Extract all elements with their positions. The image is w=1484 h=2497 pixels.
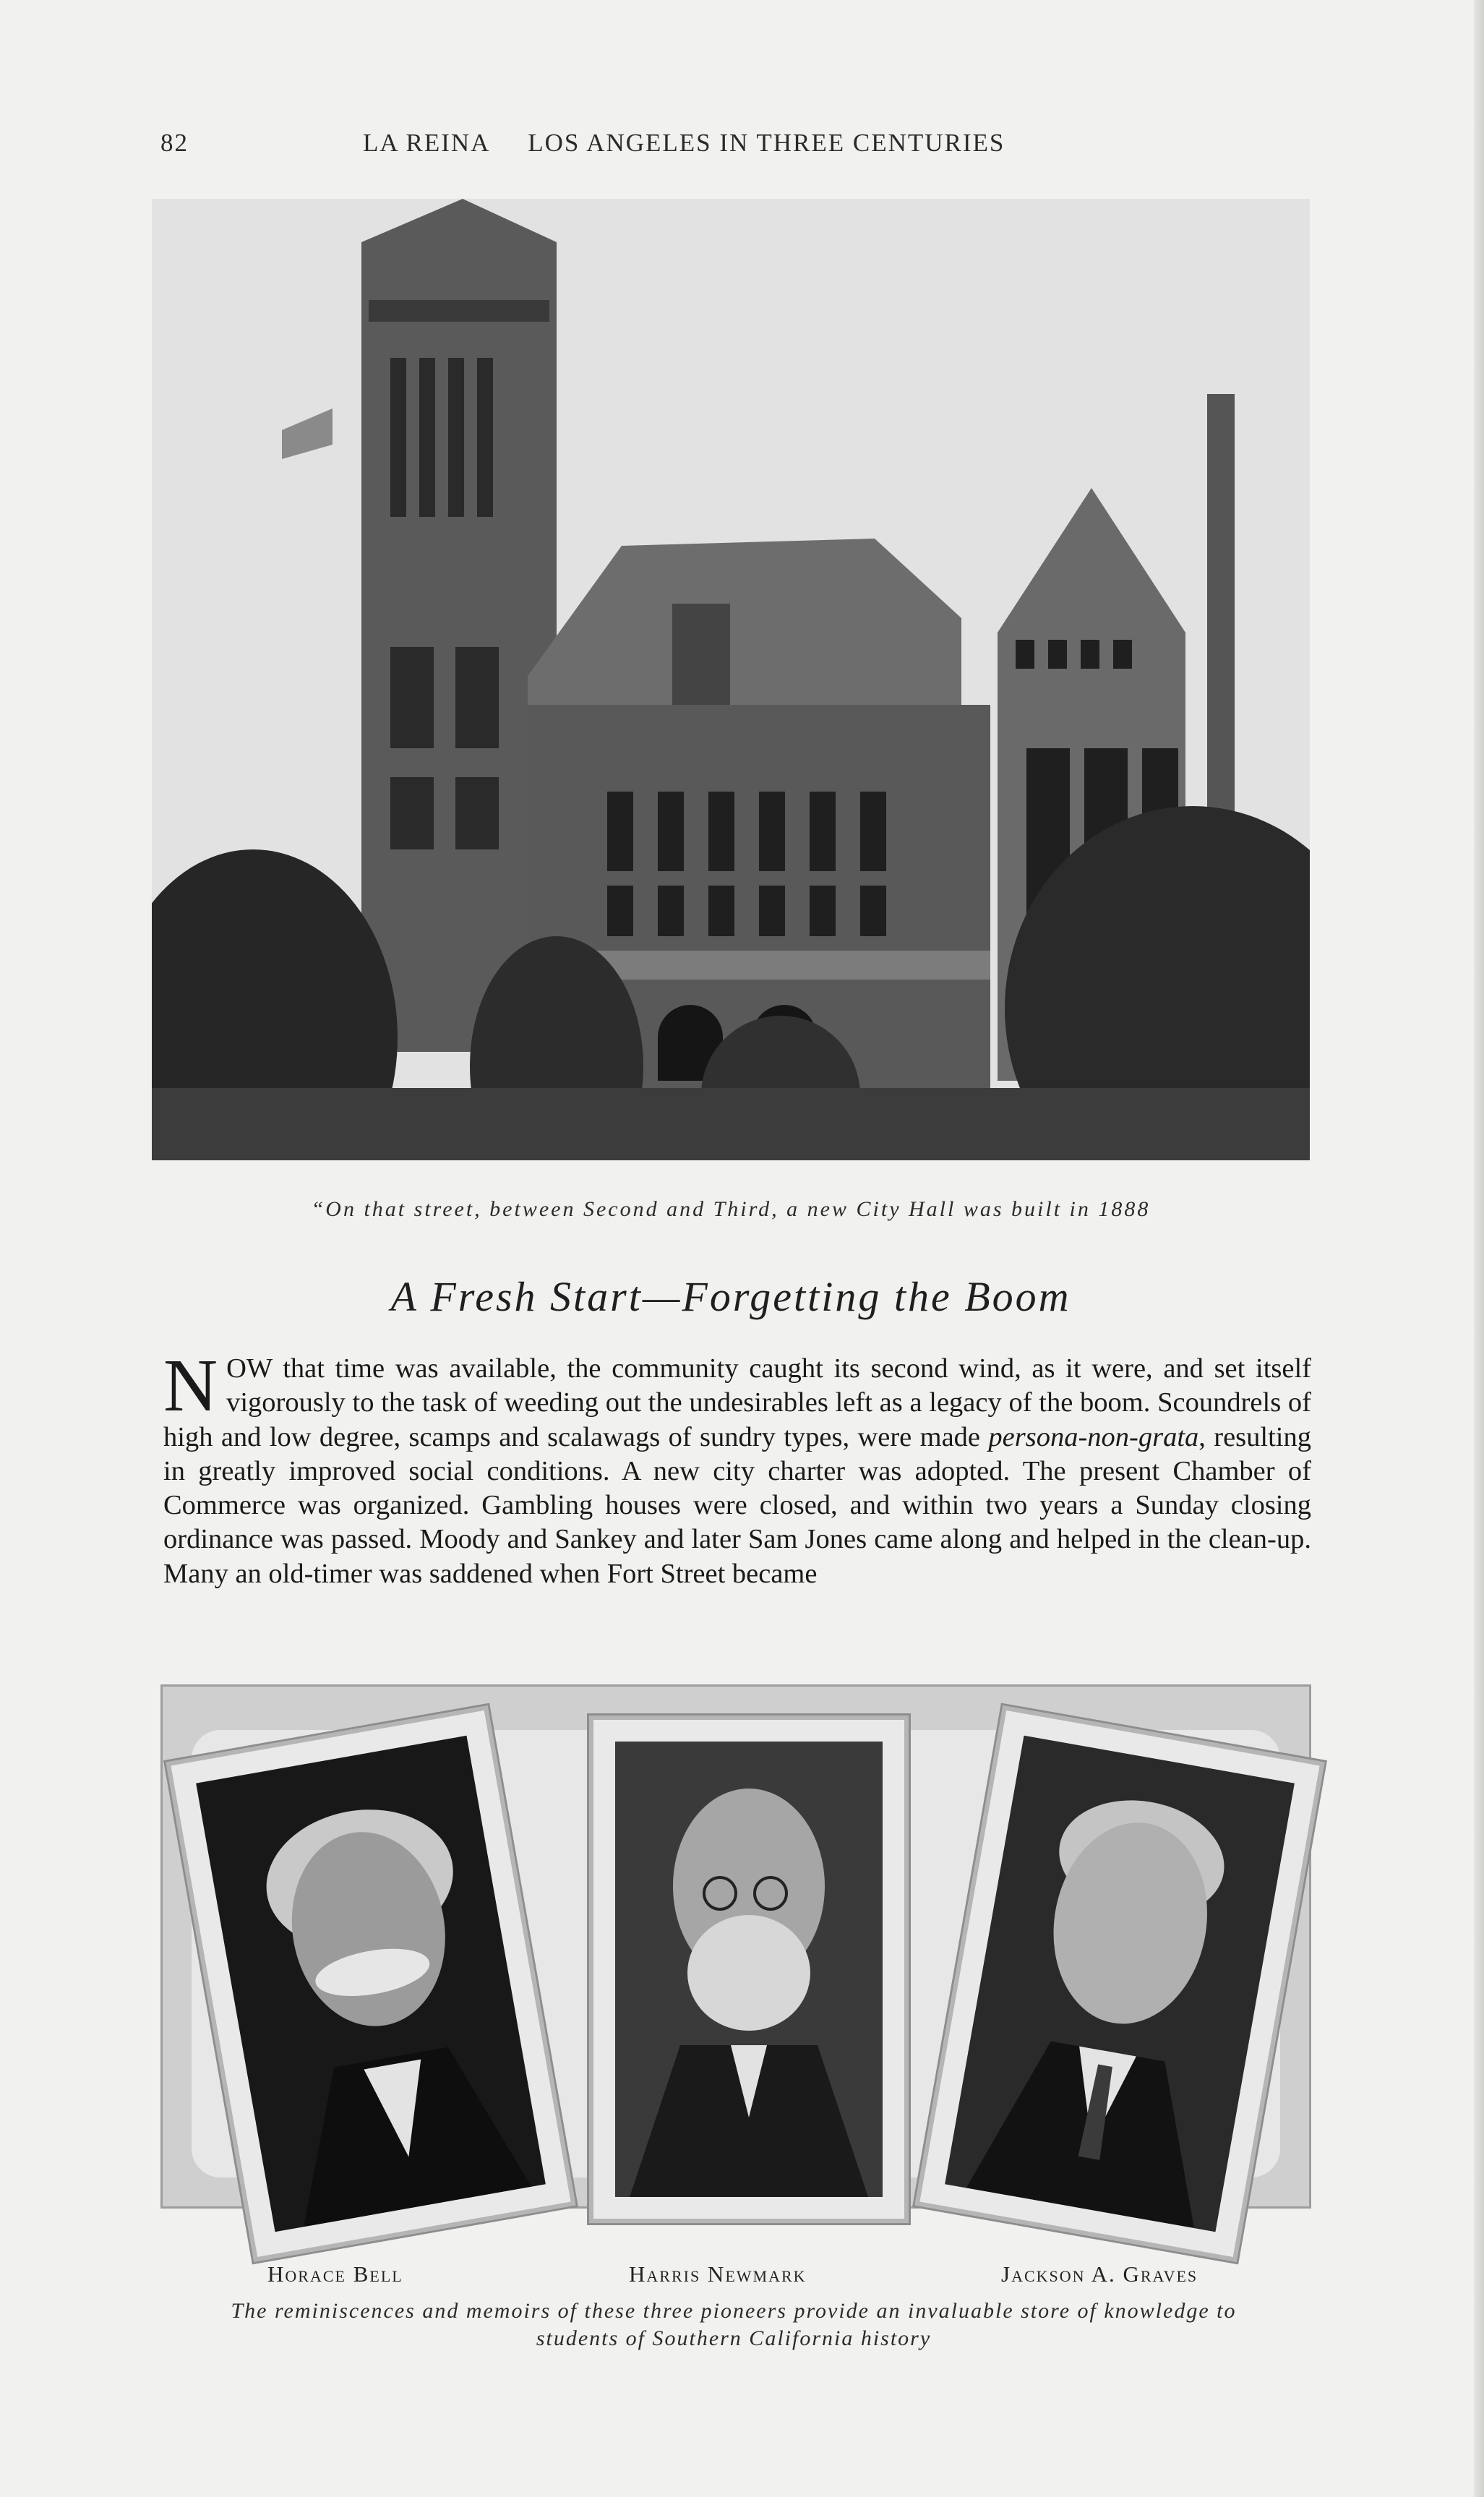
portrait-panel [160, 1684, 1311, 2209]
city-hall-photograph [152, 199, 1310, 1160]
city-hall-illustration [152, 199, 1310, 1160]
portrait-harris-newmark-image [615, 1742, 883, 2197]
article-text-italic: persona-non-grata [988, 1421, 1199, 1452]
name-harris-newmark: Harris Newmark [629, 2261, 807, 2287]
running-title: LA REINA LOS ANGELES IN THREE CENTURIES [363, 129, 1005, 157]
portrait-horace-bell-image [196, 1736, 546, 2232]
article-body [163, 1344, 1311, 1591]
running-head [160, 129, 1100, 172]
name-jackson-graves: Jackson A. Graves [1001, 2261, 1198, 2287]
section-heading: A Fresh Start—Forgetting the Boom [390, 1273, 1071, 1320]
portrait-names [152, 2261, 1310, 2297]
portrait-caption: The reminiscences and memoirs of these three pioneers provide an invaluable store of knowledge to students of Southern California history [231, 2299, 1237, 2350]
portrait-harris-newmark [589, 1716, 909, 2223]
page-edge [1474, 0, 1484, 2497]
portrait-jackson-graves-image [945, 1736, 1295, 2232]
name-horace-bell: Horace Bell [267, 2261, 403, 2287]
drop-cap: N [163, 1344, 218, 1427]
page-number: 82 [160, 129, 189, 157]
article-text-part-1: OW that time was available, the community caught its second wind, as it were, and set itself vigorously to the task of weeding out the undesirables left as a legacy of the boom. Scoundrels of high and low degree, scamps and scalawags of sundry types, were made [163, 1353, 1311, 1452]
article-text-part-2: , resulting in greatly improved social conditions. A new city charter was adopted. The present Chamber of Commerce was organized. Gambling houses were closed, and within two years a Sunday closing ordinance was passed. Moody and Sankey and later Sam Jones came along and helped in the clean-up. Many an old-timer was saddened when Fort Street became [163, 1421, 1311, 1589]
city-hall-caption: “On that street, between Second and Third, a new City Hall was built in 1888 [311, 1197, 1151, 1221]
